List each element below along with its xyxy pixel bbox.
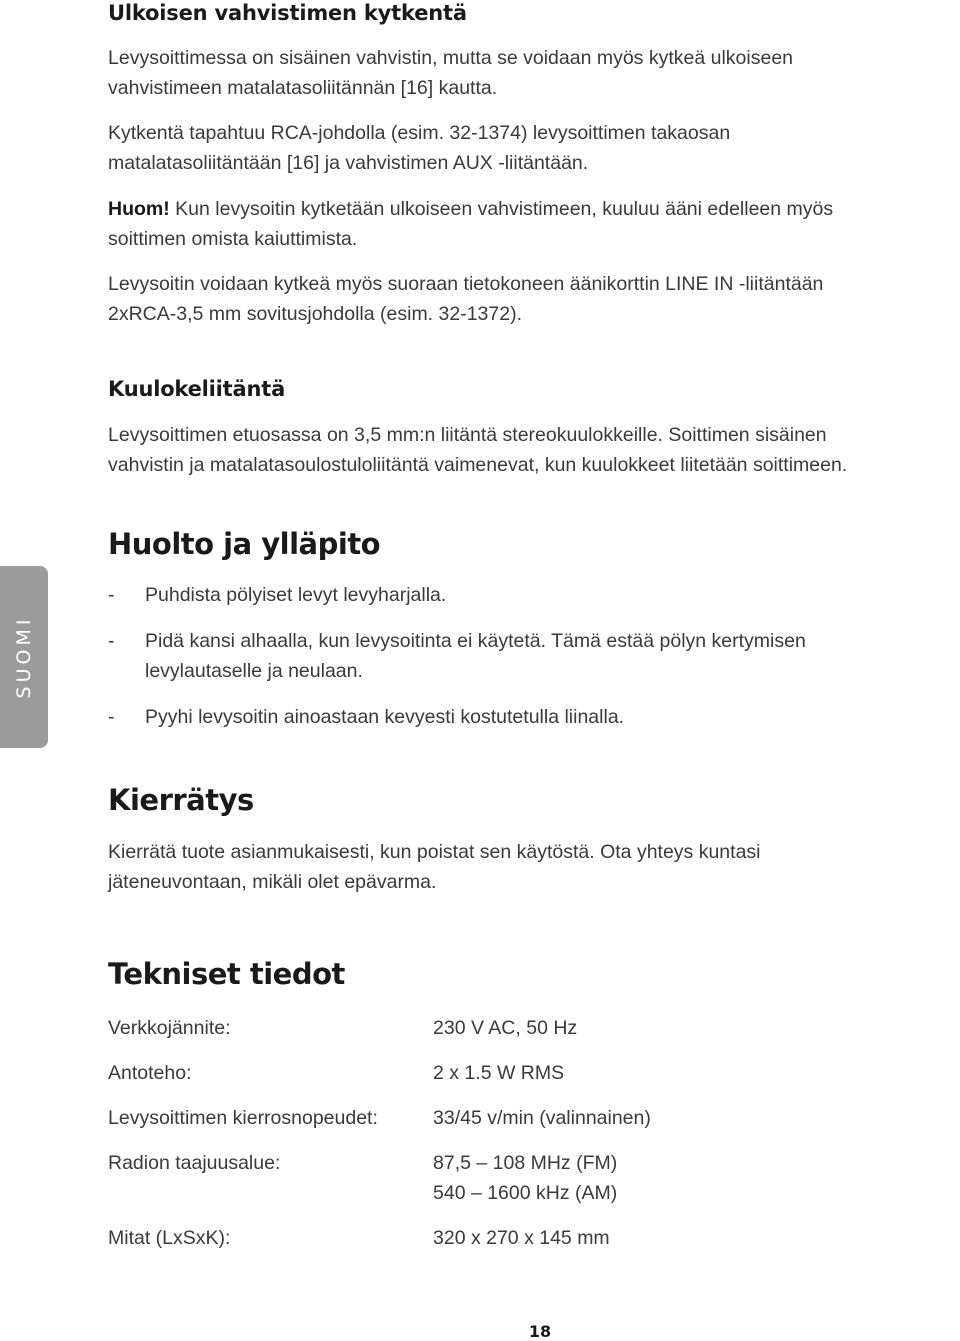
page-number-label: 18 [528, 1322, 552, 1341]
note-label: Huom! [108, 198, 170, 220]
text-line: Levysoitin voidaan kytkeä myös suoraan tietokoneen äänikorttin LINE IN -liitäntään [108, 273, 824, 295]
text-line: Levysoittimessa on sisäinen vahvistin, mutta se voidaan myös kytkeä ulkoiseen [108, 47, 794, 69]
paragraph-computer-connection [108, 269, 823, 329]
list-item [108, 702, 948, 732]
spec-value: 320 x 270 x 145 mm [433, 1227, 610, 1249]
section-heading-maintenance: Huolto ja ylläpito [108, 527, 381, 561]
text-line: 2xRCA-3,5 mm sovitusjohdolla (esim. 32-1372). [108, 303, 522, 325]
note-text: Kun levysoitin kytketään ulkoiseen vahvistimeen, kuuluu ääni edelleen myös [169, 198, 834, 220]
list-item [108, 580, 948, 610]
spec-label: Mitat (LxSxK): [108, 1227, 231, 1249]
text-line: soittimen omista kaiuttimista. [108, 228, 358, 250]
text-line: Pyyhi levysoitin ainoastaan kevyesti kostutetulla liinalla. [145, 706, 625, 728]
text-line: Kierrätä tuote asianmukaisesti, kun poistat sen käytöstä. Ota yhteys kuntasi [108, 841, 761, 863]
section-heading-external-amplifier: Ulkoisen vahvistimen kytkentä [108, 1, 467, 25]
language-side-tab-label: SUOMI [13, 615, 35, 699]
maintenance-list [108, 580, 948, 732]
paragraph-internal-amplifier [108, 43, 793, 103]
spec-label: Verkkojännite: [108, 1017, 231, 1039]
spec-value: 87,5 – 108 MHz (FM) [433, 1152, 618, 1174]
text-line: matalatasoliitäntään [16] ja vahvistimen AUX -liitäntään. [108, 152, 589, 174]
spec-label: Antoteho: [108, 1062, 192, 1084]
paragraph-headphones [108, 420, 847, 480]
spec-value: 2 x 1.5 W RMS [433, 1062, 565, 1084]
text-line: jäteneuvontaan, mikäli olet epävarma. [108, 871, 437, 893]
section-heading-recycling: Kierrätys [108, 783, 254, 817]
spec-label: Radion taajuusalue: [108, 1152, 281, 1174]
spec-value: 33/45 v/min (valinnainen) [433, 1107, 651, 1129]
text-line: vahvistimeen matalatasoliitännän [16] kautta. [108, 77, 498, 99]
text-line: Pidä kansi alhaalla, kun levysoitinta ei käytetä. Tämä estää pölyn kertymisen [145, 630, 806, 652]
text-line: levylautaselle ja neulaan. [145, 660, 363, 682]
spec-label: Levysoittimen kierrosnopeudet: [108, 1107, 378, 1129]
page-number [0, 1322, 960, 1341]
list-dash: - [108, 706, 115, 728]
text-line: Puhdista pölyiset levyt levyharjalla. [145, 584, 447, 606]
paragraph-rca-connection [108, 118, 730, 178]
paragraph-note [108, 194, 833, 254]
list-dash: - [108, 584, 115, 606]
list-item [108, 626, 948, 686]
section-heading-headphones: Kuulokeliitäntä [108, 377, 286, 401]
text-line [108, 194, 833, 224]
spec-value: 230 V AC, 50 Hz [433, 1017, 578, 1039]
spec-value: 540 – 1600 kHz (AM) [433, 1182, 618, 1204]
text-line: vahvistin ja matalatasoulostuloliitäntä vaimenevat, kun kuulokkeet liitetään soittimeen. [108, 454, 848, 476]
text-line: Kytkentä tapahtuu RCA-johdolla (esim. 32-1374) levysoittimen takaosan [108, 122, 731, 144]
paragraph-recycling [108, 837, 761, 897]
text-line: Levysoittimen etuosassa on 3,5 mm:n liitäntä stereokuulokkeille. Soittimen sisäinen [108, 424, 827, 446]
language-side-tab [0, 566, 48, 748]
list-dash: - [108, 630, 115, 652]
section-heading-specifications: Tekniset tiedot [108, 957, 345, 991]
